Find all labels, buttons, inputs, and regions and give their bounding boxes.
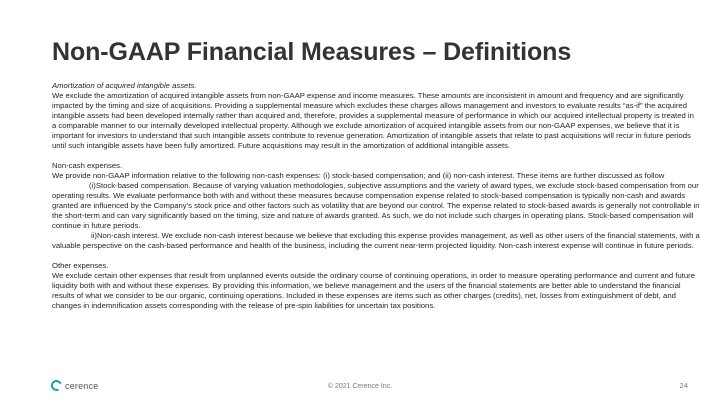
logo-text: cerence <box>65 380 99 391</box>
page-number: 24 <box>679 381 688 390</box>
non-cash-intro: We provide non-GAAP information relative to the following non-cash expenses: (i) stock-based compensation; and (ii) non-cash interest. These items are further discussed as follow <box>52 171 665 180</box>
non-cash-item-interest <box>52 231 700 251</box>
non-cash-interest-text: ii)Non-cash interest. We exclude non-cash interest because we believe that excluding this expense provides management, as well as other users of the financial statements, with a valuable perspective on the cash-based performance and health of the business, including the current near-term projected liquidity. Non-cash interest expense will continue in future periods. <box>52 231 700 250</box>
non-cash-item-stock-based <box>52 181 700 231</box>
amortization-heading: Amortization of acquired intangible assets. <box>52 81 197 90</box>
other-body: We exclude certain other expenses that result from unplanned events outside the ordinary course of continuing operations, in order to measure operating performance and current and future liquidity both with and without these expenses. By providing this information, we believe management and the users of the financial statements are better able to understand the financial results of what we consider to be our organic, continuing operations. Included in these expenses are items such as other charges (credits), net, losses from extinguishment of debt, and changes in indemnification assets corresponding with the release of pre-spin liabilities for uncertain tax positions. <box>52 271 695 310</box>
definitions-body <box>52 81 700 311</box>
other-heading: Other expenses. <box>52 261 109 270</box>
amortization-body: We exclude the amortization of acquired intangible assets from non-GAAP expense and income measures. These amounts are inconsistent in amount and frequency and are significantly impacted by the timing and size of acquisitions. Providing a supplemental measure which excludes these charges allows management and investors to evaluate results “as-if” the acquired intangible assets had been developed internally rather than acquired and, therefore, provides a supplemental measure of performance in which our acquired intellectual property is treated in a comparable manner to our internally developed intellectual property. Although we exclude amortization of acquired intangible assets from our non-GAAP expenses, we believe that it is important for investors to understand that such intangible assets contribute to revenue generation. Amortization of intangible assets that relate to past acquisitions will recur in future periods until such intangible assets have been fully amortized. Future acquisitions may result in the amortization of additional intangible assets. <box>52 91 694 150</box>
copyright-notice: © 2021 Cerence Inc. <box>327 383 393 390</box>
stock-based-text: (i)Stock-based compensation. Because of varying valuation methodologies, subjective assumptions and the variety of award types, we exclude stock-based compensation from our operating results. We evaluate performance both with and without these measures because compensation expense related to stock-based compensation is typically non-cash and awards granted are influenced by the Company’s stock price and other factors such as volatility that are beyond our control. The expense related to stock-based awards is generally not controllable in the short-term and can vary significantly based on the timing, size and nature of awards granted. As such, we do not include such charges in operating plans. Stock-based compensation will continue in future periods. <box>52 181 700 230</box>
non-cash-heading: Non-cash expenses. <box>52 161 123 170</box>
slide-title: Non-GAAP Financial Measures – Definitions <box>52 38 572 66</box>
